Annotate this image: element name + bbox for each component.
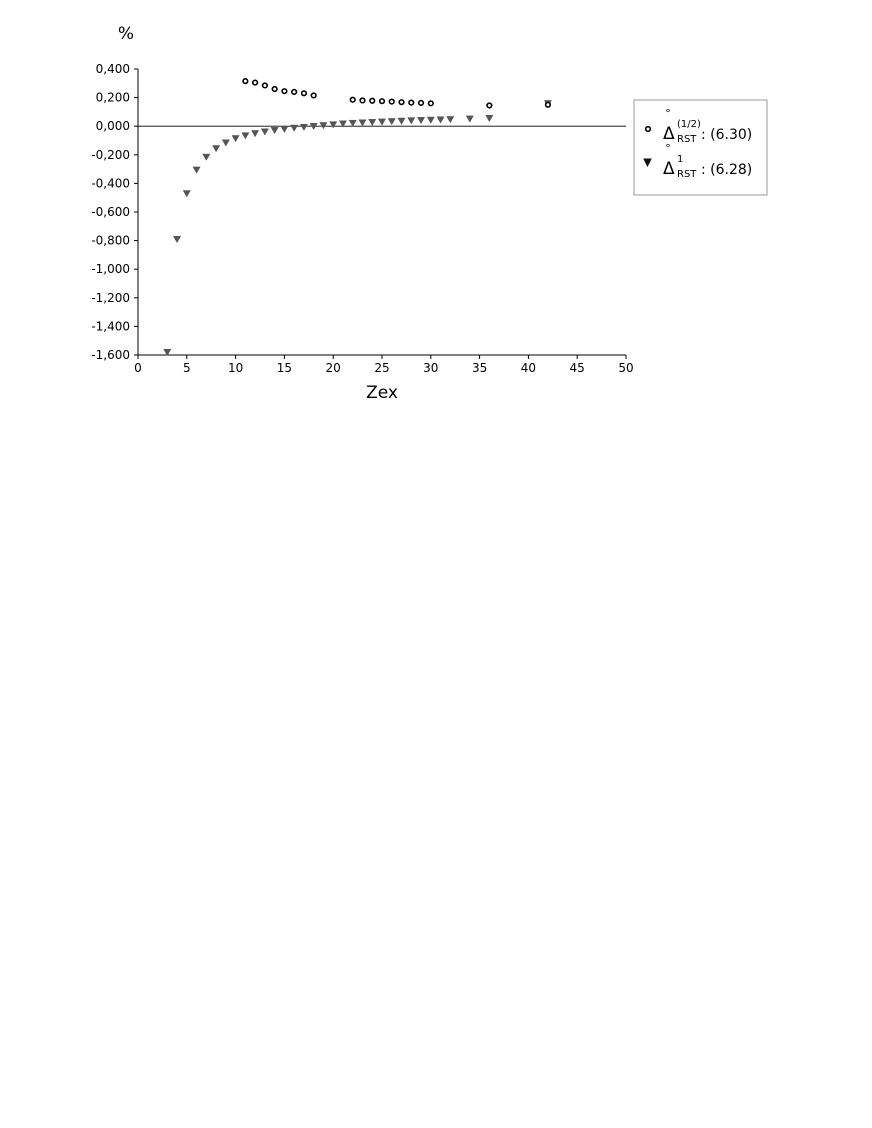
y-tick-label: -0,600 [91,205,130,219]
x-tick-label: 0 [134,361,142,375]
data-point-half [399,100,404,105]
data-point-half [360,98,365,103]
data-point-one [417,117,424,123]
y-tick-label: 0,400 [95,62,130,76]
data-point-half [546,102,551,107]
legend-symbol: Δ [663,159,675,179]
legend-superscript: (1/2) [677,119,701,130]
y-tick-label: -0,800 [91,233,130,248]
data-point-half [253,80,258,85]
data-point-half [429,101,434,106]
scatter-chart [0,0,872,420]
tick-labels [91,62,633,375]
data-point-one [271,127,278,133]
legend-box [634,100,767,195]
data-point-half [389,99,394,104]
y-tick-label: -1,600 [91,348,130,362]
data-point-half [311,93,316,98]
y-tick-label: 0,200 [95,90,130,105]
y-axis-title: % [117,24,135,44]
series-one [164,100,552,355]
data-point-one [173,236,180,242]
x-tick-label: 15 [276,361,293,375]
x-tick-label: 30 [423,361,439,375]
data-point-half [282,89,287,94]
data-point-half [370,98,375,103]
data-point-half [302,91,307,96]
data-point-one [437,117,444,123]
data-point-one [232,135,239,141]
data-point-one [222,140,229,146]
y-tick-label: -1,000 [91,262,130,277]
legend [634,100,767,195]
data-point-one [427,117,434,123]
x-tick-label: 40 [520,361,537,375]
data-point-half [292,90,297,95]
data-point-one [398,118,405,124]
data-point-one [183,191,190,197]
x-tick-label: 10 [227,361,244,375]
data-point-one [242,133,249,139]
data-points [164,79,552,356]
legend-symbol: Δ [663,124,675,144]
x-tick-label: 35 [471,361,488,375]
data-point-half [380,99,385,104]
data-point-one [378,119,385,125]
y-tick-label: -1,200 [91,290,130,305]
legend-superscript: 1 [677,154,684,165]
x-axis-title: Zex [366,383,398,403]
data-point-one [330,122,337,128]
data-point-one [261,129,268,135]
legend-accent: ° [665,107,671,120]
data-point-one [466,116,473,122]
legend-suffix: : (6.28) [701,162,753,178]
data-point-half [419,101,424,106]
legend-subscript: RST [677,169,697,180]
y-tick-label: -0,200 [91,147,130,162]
y-tick-label: 0,000 [95,119,130,134]
series-half [243,79,550,108]
x-tick-label: 20 [325,361,341,375]
data-point-one [447,116,454,122]
data-point-one [486,115,493,121]
legend-accent: ° [665,142,671,155]
data-point-half [272,87,277,92]
data-point-half [243,79,248,84]
data-point-one [193,167,200,173]
data-point-one [349,120,356,126]
axes [134,69,626,359]
x-tick-label: 50 [618,361,634,375]
data-point-one [212,145,219,151]
data-point-half [350,97,355,102]
x-tick-label: 5 [182,361,191,375]
data-point-half [487,103,492,108]
legend-subscript: RST [677,134,697,145]
data-point-one [388,118,395,124]
data-point-one [369,119,376,125]
x-tick-label: 25 [374,361,390,375]
data-point-half [263,83,268,88]
data-point-one [408,118,415,124]
data-point-one [359,120,366,126]
y-tick-label: -1,400 [91,319,130,334]
data-point-half [409,100,414,105]
data-point-one [300,124,307,130]
legend-marker-circle [646,127,651,132]
legend-suffix: : (6.30) [701,127,753,143]
data-point-one [320,122,327,128]
data-point-one [203,154,210,160]
x-tick-label: 45 [569,361,585,375]
data-point-one [252,130,259,136]
data-point-one [291,125,298,131]
y-tick-label: -0,400 [91,176,130,191]
data-point-one [281,126,288,132]
